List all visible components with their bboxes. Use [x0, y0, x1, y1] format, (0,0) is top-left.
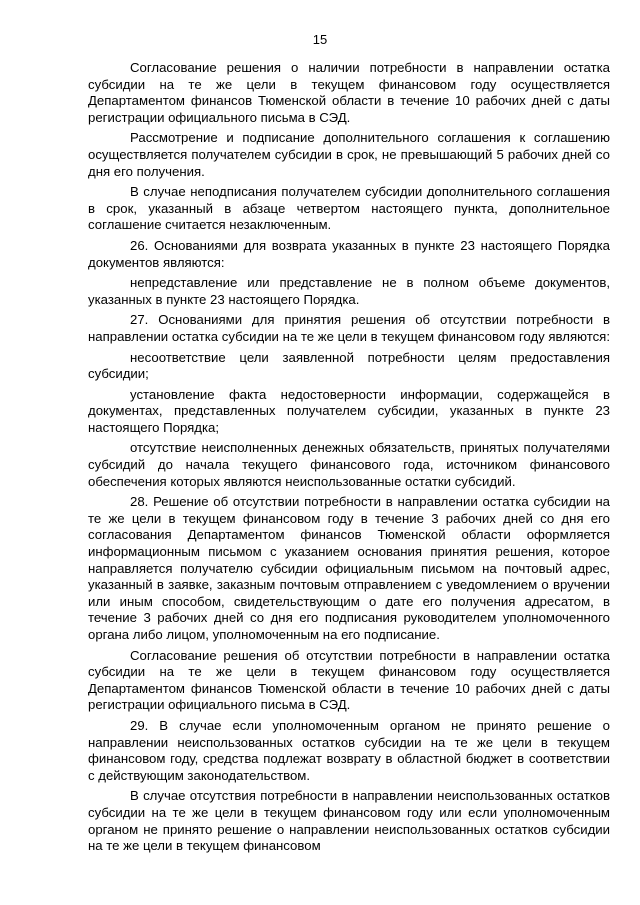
- paragraph: установление факта недостоверности информации, содержащейся в документах, представленных получателем субсидии, указанных в пункте 23 настоящего Порядка;: [88, 386, 610, 435]
- paragraph: 29. В случае если уполномоченным органом не принято решение о направлении неиспользованных остатков субсидии на те же цели в текущем финансовом году, средства подлежат возврату в областной бюджет в соответствии с действующим законодательством.: [88, 717, 610, 783]
- paragraph: Согласование решения об отсутствии потребности в направлении остатка субсидии на те же цели в текущем финансовом году осуществляется Департаментом финансов Тюменской области в течение 10 рабочих дней с даты регистрации официального письма в СЭД.: [88, 647, 610, 713]
- paragraph: Рассмотрение и подписание дополнительного соглашения к соглашению осуществляется получателем субсидии в срок, не превышающий 5 рабочих дней со дня его получения.: [88, 130, 610, 179]
- paragraph: 26. Основаниями для возврата указанных в пункте 23 настоящего Порядка документов являются:: [88, 237, 610, 270]
- paragraph: отсутствие неисполненных денежных обязательств, принятых получателями субсидий до начала текущего финансового года, источником финансового обеспечения которых являются неиспользованные остатки субсидий.: [88, 440, 610, 489]
- paragraph: 27. Основаниями для принятия решения об отсутствии потребности в направлении остатка субсидии на те же цели в текущем финансовом году являются:: [88, 312, 610, 344]
- paragraph: В случае отсутствия потребности в направлении неиспользованных остатков субсидии на те же цели в текущем финансовом году или если уполномоченным органом не принято решение о направлении неиспользованных остатков субсидии на те же цели в текущем финансовом: [88, 788, 610, 854]
- paragraph: В случае неподписания получателем субсидии дополнительного соглашения в срок, указанный в абзаце четвертом настоящего пункта, дополнительное соглашение считается незаключенным.: [88, 184, 610, 233]
- document-body: [88, 60, 610, 859]
- paragraph: Согласование решения о наличии потребности в направлении остатка субсидии на те же цели в текущем финансовом году осуществляется Департаментом финансов Тюменской области в течение 10 рабочих дней с даты регистрации официального письма в СЭД.: [88, 60, 610, 125]
- paragraph: несоответствие цели заявленной потребности целям предоставления субсидии;: [88, 349, 610, 382]
- paragraph: непредставление или представление не в полном объеме документов, указанных в пункте 23 настоящего Порядка.: [88, 275, 610, 307]
- paragraph: 28. Решение об отсутствии потребности в направлении остатка субсидии на те же цели в текущем финансовом году в течение 3 рабочих дней со дня его согласования Департаментом финансов Тюменской области оформляется информационным письмом с указанием основания принятия решения, которое направляется получателю субсидии официальным письмом на почтовый адрес, указанный в заявке, заказным почтовым отправлением с уведомлением о вручении или иным способом, свидетельствующим о дате его получения адресатом, в течение 3 рабочих дней со дня его подписания руководителем уполномоченного органа либо лицом, уполномоченным на его подписание.: [88, 494, 610, 642]
- page-number: 15: [312, 32, 328, 47]
